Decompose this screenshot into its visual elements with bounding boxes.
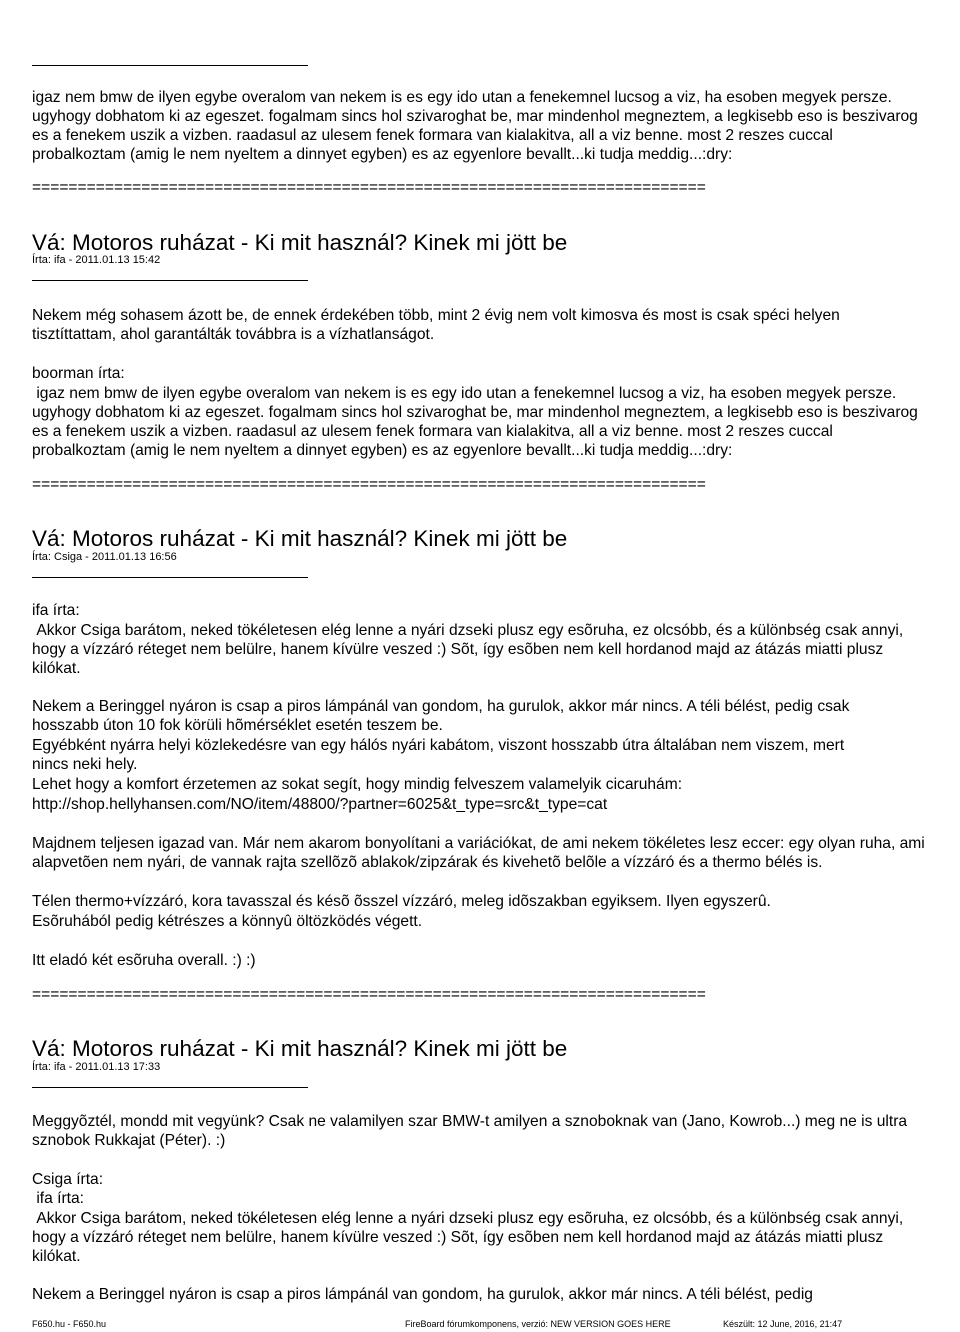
post-body: Itt eladó két esõruha overall. :) :) — [32, 952, 256, 969]
footer-site: F650.hu - F650.hu — [32, 1319, 107, 1329]
footer-software: FireBoard fórumkomponens, verzió: NEW VERSION GOES HERE — [405, 1319, 671, 1329]
quote-body: Akkor Csiga barátom, neked tökéletesen elég lenne a nyári dzseki plusz egy esõruha, ez olcsóbb, és a különbség csak annyi, hogy a vízzáró réteget nem belülre, hanem kívülre veszed :) Sõt, így esõben nem kell hordanod majd az átázás miatti plusz kilókat. — [32, 622, 908, 677]
post-meta: Írta: ifa - 2011.01.13 15:42 — [32, 254, 161, 266]
post-body: Meggyõztél, mondd mit vegyünk? Csak ne valamilyen szar BMW-t amilyen a sznoboknak van (Jano, Kowrob...) meg ne is ultra sznobok Rukkajat (Péter). :) — [32, 1113, 908, 1149]
post-divider — [32, 65, 308, 66]
post-body: Lehet hogy a komfort érzetemen az sokat segít, hogy mindig felveszem valamelyik cicaruhám: — [32, 776, 683, 793]
quote-body: igaz nem bmw de ilyen egybe overalom van nekem is es egy ido utan a fenekemnel lucsog a viz, ha esoben megyek persze. ugyhogy dobhatom ki az egeszet. fogalmam sincs hol szivaroghat be, mar mindenhol megneztem, a legkisebb eso is beszivarog es a fenekem uszik a vizben. raadasul az ulesem fenek formara van kialakitva, all a viz benne. most 2 reszes cuccal probalkoztam (amig le nem nyeltem a dinnyet egyben) es az egyenlore bevallt...ki tudja meddig...:dry: — [32, 385, 923, 459]
post-title: Vá: Motoros ruházat - Ki mit használ? Kinek mi jött be — [32, 1036, 568, 1061]
separator-line: ========================================================================== — [32, 986, 706, 1003]
post-divider — [32, 280, 308, 281]
post-body: Nekem még sohasem ázott be, de ennek érdekében több, mint 2 évig nem volt kimosva és most is csak spéci helyen tisztíttattam, ahol garantálták továbbra is a vízhatlanságot. — [32, 307, 840, 343]
post-body: Télen thermo+vízzáró, kora tavasszal és késõ õsszel vízzáró, meleg idõszakban egyiksem. Ilyen egyszerû. — [32, 893, 771, 910]
post-divider — [32, 1087, 308, 1088]
page-footer — [32, 1318, 932, 1330]
external-link[interactable]: http://shop.hellyhansen.com/NO/item/48800/?partner=6025&t_type=src&t_type=cat — [32, 796, 608, 813]
post-body: Nekem a Beringgel nyáron is csap a piros lámpánál van gondom, ha gurulok, akkor már nincs. A téli bélést, pedig — [32, 1286, 813, 1303]
post-body: Nekem a Beringgel nyáron is csap a piros lámpánál van gondom, ha gurulok, akkor már nincs. A téli bélést, pedig csak hosszabb úton 10 fok körüli hõmérséklet esetén teszem be. — [32, 698, 850, 734]
quote-author: ifa írta: — [32, 602, 80, 619]
post-title: Vá: Motoros ruházat - Ki mit használ? Kinek mi jött be — [32, 526, 568, 551]
quote-author: ifa írta: — [32, 1190, 85, 1207]
quote-author: Csiga írta: — [32, 1171, 104, 1188]
post-body: Majdnem teljesen igazad van. Már nem akarom bonyolítani a variációkat, de ami nekem tökéletes lesz eccer: egy olyan ruha, ami alapvetõen nem nyári, de vannak rajta szellõzõ ablakok/zipzárak és kivehetõ belõle a vízzáró és a thermo bélés is. — [32, 835, 925, 871]
post-body: Esõruhából pedig kétrészes a könnyû öltözködés végett. — [32, 913, 423, 930]
post-divider — [32, 577, 308, 578]
post-title: Vá: Motoros ruházat - Ki mit használ? Kinek mi jött be — [32, 230, 568, 255]
separator-line: ========================================================================== — [32, 179, 706, 196]
post-body: igaz nem bmw de ilyen egybe overalom van nekem is es egy ido utan a fenekemnel lucsog a viz, ha esoben megyek persze. ugyhogy dobhatom ki az egeszet. fogalmam sincs hol szivaroghat be, mar mindenhol megneztem, a legkisebb eso is beszivarog es a fenekem uszik a vizben. raadasul az ulesem fenek formara van kialakitva, all a viz benne. most 2 reszes cuccal probalkoztam (amig le nem nyeltem a dinnyet egyben) es az egyenlore bevallt...ki tudja meddig...:dry: — [32, 89, 918, 163]
footer-timestamp: Készült: 12 June, 2016, 21:47 — [723, 1319, 843, 1329]
quote-body: Akkor Csiga barátom, neked tökéletesen elég lenne a nyári dzseki plusz egy esõruha, ez olcsóbb, és a különbség csak annyi, hogy a vízzáró réteget nem belülre, hanem kívülre veszed :) Sõt, így esõben nem kell hordanod majd az átázás miatti plusz kilókat. — [32, 1210, 908, 1265]
separator-line: ========================================================================== — [32, 476, 706, 493]
quote-author: boorman írta: — [32, 365, 125, 382]
post-body: Egyébként nyárra helyi közlekedésre van egy hálós nyári kabátom, viszont hosszabb útra általában nem viszem, mert nincs neki hely. — [32, 737, 845, 773]
post-meta: Írta: Csiga - 2011.01.13 16:56 — [32, 551, 177, 563]
post-meta: Írta: ifa - 2011.01.13 17:33 — [32, 1061, 161, 1073]
